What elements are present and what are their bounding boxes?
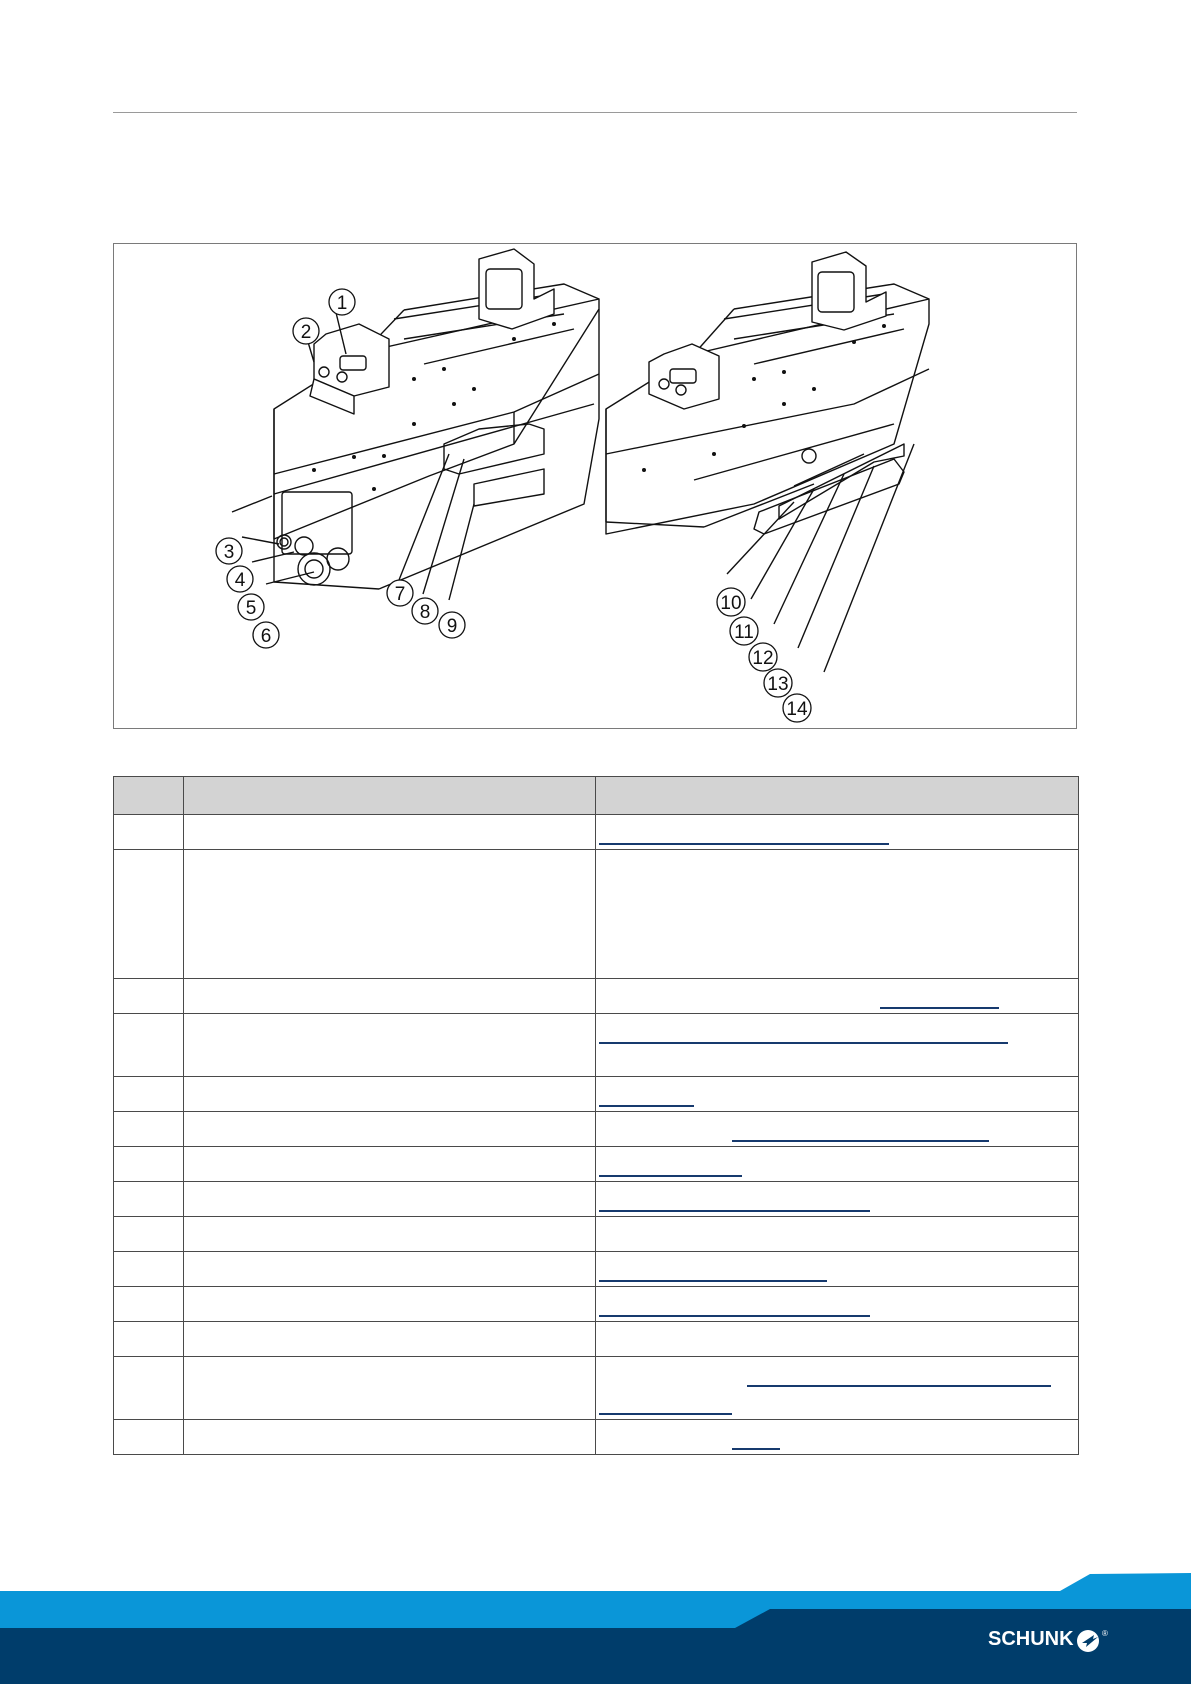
table-header-row [114,777,1079,815]
table-row [114,815,1079,850]
number-cell [114,815,184,850]
schunk-logo-text: SCHUNK [988,1628,1074,1650]
schunk-logo-icon [1074,1627,1110,1655]
cross-reference-link[interactable] [599,843,889,845]
cross-reference-link[interactable] [599,1042,1008,1044]
svg-text:®: ® [1102,1629,1108,1638]
cross-reference-link[interactable] [599,1280,827,1282]
designation-cell [184,1357,596,1420]
table-row [114,1252,1079,1287]
callout-12 [749,643,777,671]
number-cell [114,1420,184,1455]
callout-9 [439,612,465,638]
callout-1 [329,289,355,315]
reference-cell [596,1077,1079,1112]
number-cell [114,1014,184,1077]
callout-14-label: 14 [786,699,808,720]
reference-cell [596,1322,1079,1357]
number-cell [114,1322,184,1357]
number-cell [114,1357,184,1420]
callout-9-label: 9 [446,616,458,637]
reference-cell [596,815,1079,850]
callout-11 [730,617,758,645]
number-cell [114,1077,184,1112]
callout-13 [764,669,792,697]
header-rule [113,112,1077,113]
number-cell [114,1112,184,1147]
designation-cell [184,1217,596,1252]
cross-reference-link[interactable] [732,1140,989,1142]
number-cell [114,1252,184,1287]
designation-cell [184,1077,596,1112]
reference-cell [596,1182,1079,1217]
callout-7-label: 7 [394,584,406,605]
reference-cell [596,1014,1079,1077]
reference-cell [596,1217,1079,1252]
callout-10 [717,588,745,616]
reference-cell [596,1252,1079,1287]
header-cell-designation [184,777,596,815]
callout-5 [238,594,264,620]
reference-cell [596,1287,1079,1322]
designation-cell [184,1420,596,1455]
table-row [114,1014,1079,1077]
designation-cell [184,815,596,850]
cross-reference-link[interactable] [599,1175,742,1177]
product-overview-figure [113,243,1077,729]
reference-cell [596,1357,1079,1420]
number-cell [114,1182,184,1217]
callout-4-label: 4 [234,570,246,591]
callout-5-label: 5 [245,598,257,619]
reference-cell [596,979,1079,1014]
component-table [113,776,1079,1455]
reference-cell [596,1112,1079,1147]
page-footer [0,1565,1191,1684]
designation-cell [184,1147,596,1182]
table-row [114,1147,1079,1182]
table-row [114,1182,1079,1217]
header-cell-number [114,777,184,815]
number-cell [114,1217,184,1252]
reference-cell [596,1420,1079,1455]
callout-3-label: 3 [223,542,235,563]
reference-cell [596,1147,1079,1182]
device-drawing [114,244,1076,728]
designation-cell [184,1322,596,1357]
callout-12-label: 12 [752,648,774,669]
callout-7 [387,580,413,606]
callout-6-label: 6 [260,626,272,647]
designation-cell [184,1182,596,1217]
callout-10-label: 10 [720,593,742,614]
designation-cell [184,1014,596,1077]
reference-cell [596,850,1079,979]
cross-reference-link[interactable] [732,1448,780,1450]
callout-6 [253,622,279,648]
number-cell [114,979,184,1014]
callout-2 [293,318,319,344]
number-cell [114,1147,184,1182]
number-cell [114,850,184,979]
cross-reference-link[interactable] [599,1210,870,1212]
table-row [114,1217,1079,1252]
callout-14 [783,694,811,722]
header-cell-reference [596,777,1079,815]
callout-8-label: 8 [419,602,431,623]
callout-4 [227,566,253,592]
table-row [114,1322,1079,1357]
designation-cell [184,979,596,1014]
callout-2-label: 2 [300,322,312,343]
callout-1-label: 1 [336,293,348,314]
cross-reference-link[interactable] [747,1385,1052,1387]
cross-reference-link[interactable] [599,1105,694,1107]
callout-13-label: 13 [767,674,789,695]
designation-cell [184,850,596,979]
table-body [114,815,1079,1455]
callout-8 [412,598,438,624]
designation-cell [184,1112,596,1147]
table-row [114,979,1079,1014]
cross-reference-link[interactable] [880,1007,999,1009]
designation-cell [184,1252,596,1287]
callout-3 [216,538,242,564]
table-row [114,1287,1079,1322]
table-row [114,1357,1079,1420]
designation-cell [184,1287,596,1322]
cross-reference-link[interactable] [599,1413,732,1415]
footer-wave [0,1565,1191,1684]
table-row [114,1077,1079,1112]
table-row [114,1112,1079,1147]
number-cell [114,1287,184,1322]
cross-reference-link[interactable] [599,1315,870,1317]
table-row [114,1420,1079,1455]
table-row [114,850,1079,979]
callout-11-label: 11 [734,622,754,643]
